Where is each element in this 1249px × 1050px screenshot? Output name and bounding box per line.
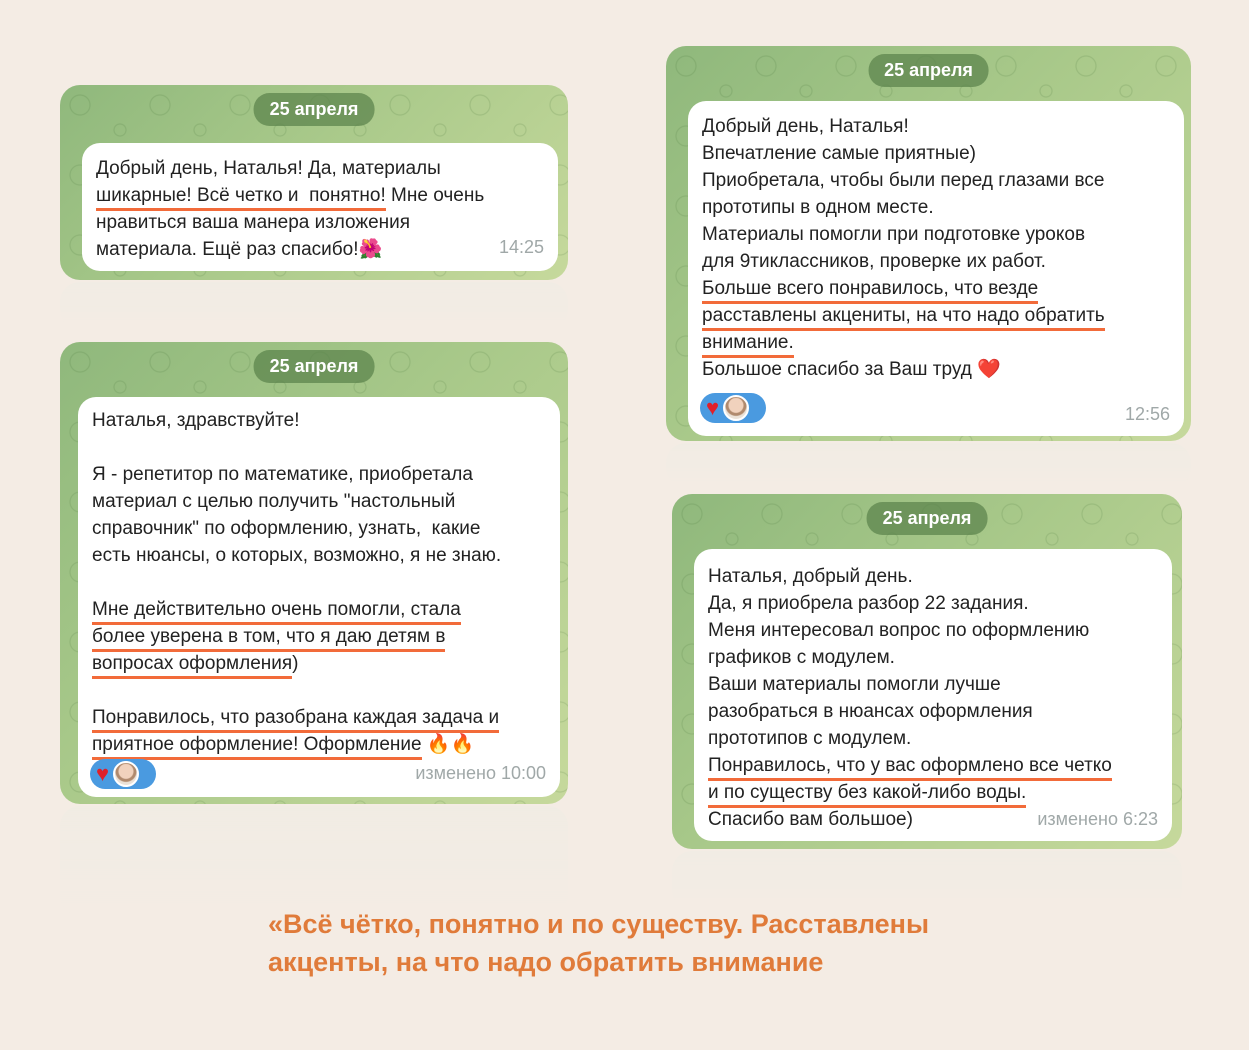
message-line [96,209,484,236]
message-text [96,155,484,263]
highlighted-text: расставлены акцениты, на что надо обратить [702,304,1105,331]
message-line [708,671,1112,698]
text-segment: Добрый день, Наталья! Да, материалы [96,158,441,179]
message-line [702,329,1105,356]
reflection [60,806,568,916]
message-line [708,725,1112,752]
text-segment: Добрый день, Наталья! [702,116,909,137]
message-line [708,752,1112,779]
date-pill: 25 апреля [254,93,375,126]
highlighted-text: Мне действительно очень помогли, стала [92,598,461,625]
text-segment: прототипы в одном месте. [702,197,934,218]
text-segment: Приобретала, чтобы были перед глазами все [702,170,1105,191]
review-card-1 [60,85,568,280]
reaction-badge[interactable] [700,393,766,423]
text-segment: материал с целью получить "настольный [92,491,456,512]
text-segment: Мне очень [385,185,485,206]
heart-icon: ♥ [706,395,720,420]
message-time: изменено 10:00 [415,763,546,783]
message-line [92,434,501,461]
message-line [92,515,501,542]
message-line [702,194,1105,221]
text-segment: 🔥🔥 [421,734,475,755]
highlighted-text: более уверена в том, что я даю детям в [92,625,445,652]
avatar [113,761,139,787]
caption-line-2: акценты, на что надо обратить внимание [268,947,824,977]
message-time: 12:56 [1124,404,1170,424]
message-bubble [82,143,558,271]
message-line [702,248,1105,275]
message-line [702,167,1105,194]
message-line [92,704,501,731]
text-segment: нравиться ваша манера изложения [96,212,411,233]
message-line [708,563,1112,590]
text-segment: Большое спасибо за Ваш труд ❤️ [702,359,1001,380]
text-segment: графиков с модулем. [708,647,895,668]
highlighted-text: Понравилось, что у вас оформлено все четко [708,754,1112,781]
heart-icon: ♥ [96,761,110,786]
review-card-4 [672,494,1182,849]
message-line [92,569,501,596]
highlighted-text: шикарные! Всё четко и понятно! [96,184,386,211]
message-line [708,698,1112,725]
message-line [708,644,1112,671]
avatar [723,395,749,421]
text-segment: Наталья, добрый день. [708,566,913,587]
message-time: 14:25 [498,237,544,257]
highlighted-text: и по существу без какой-либо воды. [708,781,1026,808]
highlighted-text: внимание. [702,331,794,358]
highlighted-text: вопросах оформления [92,652,292,679]
message-line [92,650,501,677]
message-line [702,302,1105,329]
text-segment: ) [292,653,299,674]
message-bubble [688,101,1184,436]
text-segment: материала. Ещё раз спасибо!🌺 [96,239,383,260]
message-line [92,542,501,569]
date-pill: 25 апреля [254,350,375,383]
message-text [702,113,1105,383]
message-line [92,407,501,434]
message-text [708,563,1112,833]
message-line [702,356,1105,383]
reflection [666,443,1191,488]
text-segment: прототипов с модулем. [708,728,912,749]
message-line [92,596,501,623]
date-pill: 25 апреля [867,502,988,535]
text-segment: Меня интересовал вопрос по оформлению [708,620,1090,641]
message-line [702,221,1105,248]
message-line [702,113,1105,140]
message-line [708,617,1112,644]
review-card-3 [666,46,1191,441]
message-bubble [694,549,1172,841]
message-time: изменено 6:23 [1037,809,1158,829]
highlighted-text: приятное оформление! Оформление [92,733,422,760]
highlighted-text: Больше всего понравилось, что везде [702,277,1038,304]
review-card-2 [60,342,568,804]
text-segment: есть нюансы, о которых, возможно, я не знаю. [92,545,502,566]
message-line [92,461,501,488]
message-line [702,275,1105,302]
message-text [92,407,501,758]
text-segment: справочник" по оформлению, узнать, какие [92,518,481,539]
text-segment: Да, я приобрела разбор 22 задания. [708,593,1029,614]
message-line [92,677,501,704]
message-line [96,182,484,209]
reflection [60,282,568,330]
message-line [96,236,484,263]
message-line [92,623,501,650]
text-segment: Впечатление самые приятные) [702,143,976,164]
caption-line-1: «Всё чётко, понятно и по существу. Расставлены [268,909,930,939]
text-segment: Я - репетитор по математике, приобретала [92,464,473,485]
message-line [702,140,1105,167]
text-segment: Спасибо вам большое) [708,809,913,830]
date-pill: 25 апреля [868,54,989,87]
reflection [672,851,1182,911]
text-segment: Наталья, здравствуйте! [92,410,300,431]
message-bubble [78,397,560,797]
text-segment: Материалы помогли при подготовке уроков [702,224,1086,245]
text-segment: разобраться в нюансах оформления [708,701,1033,722]
text-segment: для 9тиклассников, проверке их работ. [702,251,1046,272]
message-line [96,155,484,182]
message-line [708,779,1112,806]
summary-caption [268,905,929,981]
highlighted-text: Понравилось, что разобрана каждая задача и [92,706,499,733]
message-line [92,488,501,515]
message-line [708,590,1112,617]
text-segment: Ваши материалы помогли лучше [708,674,1001,695]
reaction-badge[interactable] [90,759,156,789]
message-line [92,731,501,758]
